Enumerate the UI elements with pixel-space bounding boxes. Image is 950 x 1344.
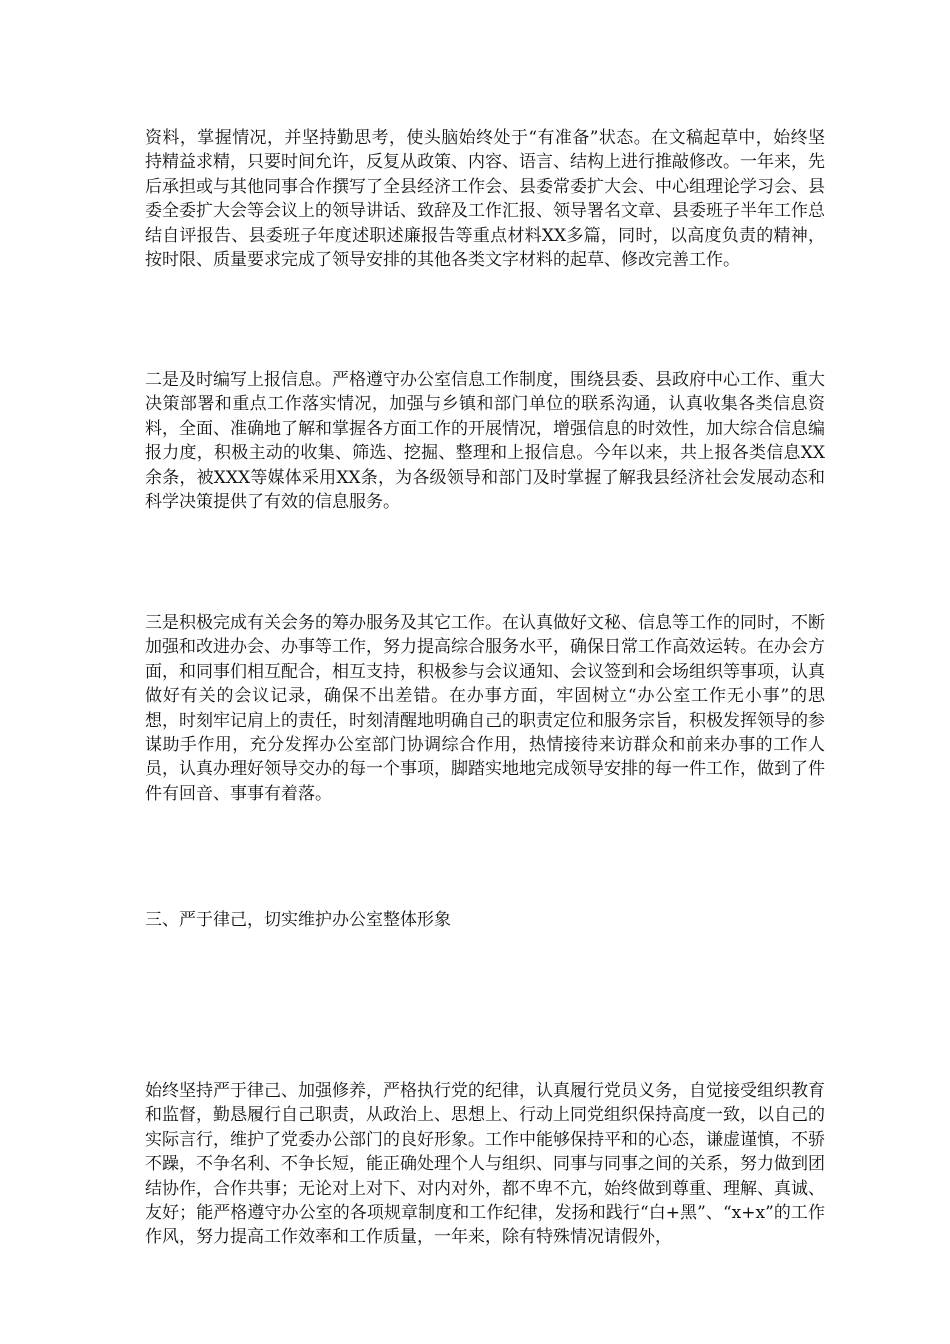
paragraph-self-discipline: 始终坚持严于律己、加强修养，严格执行党的纪律，认真履行党员义务，自觉接受组织教育和监督，勤恳履行自己职责，从政治上、思想上、行动上同党组织保持高度一致，以自己的实际言行，维护了党委办公部门的良好形象。工作中能够保持平和的心态，谦虚谨慎，不骄不躁，不争名利、不争长短，能正确处理个人与组织、同事与同事之间的关系，努力做到团结协作，合作共事；无论对上对下、对内对外，都不卑不亢，始终做到尊重、理解、真诚、友好；能严格遵守办公室的各项规章制度和工作纪律，发扬和践行“白+黑”、“x+x”的工作作风，努力提高工作效率和工作质量，一年来，除有特殊情况请假外， [145,1081,825,1248]
paragraph-drafting-work: 资料，掌握情况，并坚持勤思考，使头脑始终处于“有准备”状态。在文稿起草中，始终坚持精益求精，只要时间允许，反复从政策、内容、语言、结构上进行推敲修改。一年来，先后承担或与其他同事合作撰写了全县经济工作会、县委常委扩大会、中心组理论学习会、县委全委扩大会等会议上的领导讲话、致辞及工作汇报、领导署名文章、县委班子半年工作总结自评报告、县委班子年度述职述廉报告等重点材料XX多篇，同时，以高度负责的精神，按时限、质量要求完成了领导安排的其他各类文字材料的起草、修改完善工作。 [145,128,825,271]
paragraph-information-reporting: 二是及时编写上报信息。严格遵守办公室信息工作制度，围绕县委、县政府中心工作、重大决策部署和重点工作落实情况，加强与乡镇和部门单位的联系沟通，认真收集各类信息资料，全面、准确地了解和掌握各方面工作的开展情况，增强信息的时效性，加大综合信息编报力度，积极主动的收集、筛选、挖掘、整理和上报信息。今年以来，共上报各类信息XX余条，被XXX等媒体采用XX条，为各级领导和部门及时掌握了解我县经济社会发展动态和科学决策提供了有效的信息服务。 [145,370,825,513]
section-heading: 三、严于律己，切实维护办公室整体形象 [145,910,451,930]
paragraph-meeting-services: 三是积极完成有关会务的筹办服务及其它工作。在认真做好文秘、信息等工作的同时，不断加强和改进办会、办事等工作，努力提高综合服务水平，确保日常工作高效运转。在办会方面，和同事们相互配合，相互支持，积极参与会议通知、会议签到和会场组织等事项，认真做好有关的会议记录，确保不出差错。在办事方面，牢固树立“办公室工作无小事”的思想，时刻牢记肩上的责任，时刻清醒地明确自己的职责定位和服务宗旨，积极发挥领导的参谋助手作用，充分发挥办公室部门协调综合作用，热情接待来访群众和前来办事的工作人员，认真办理好领导交办的每一个事项，脚踏实地地完成领导安排的每一件工作，做到了件件有回音、事事有着落。 [145,613,825,804]
